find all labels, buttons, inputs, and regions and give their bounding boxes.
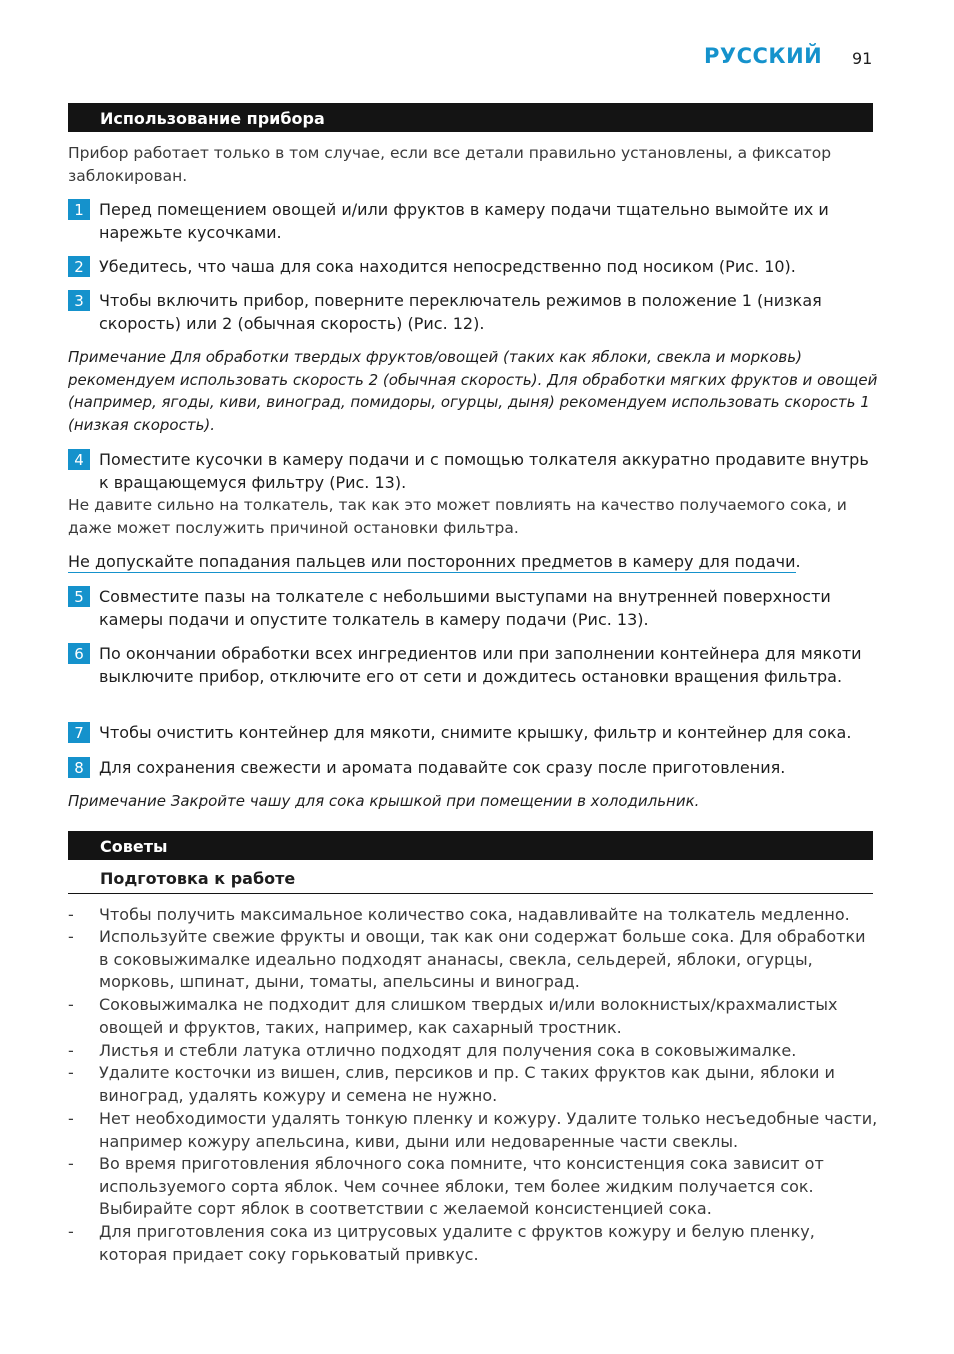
list-item-text: Во время приготовления яблочного сока помните, что консистенция сока зависит от используемого сорта яблок. Чем сочнее яблоки, тем более жидким получается сок. Выбирайте сорт яблок в соответствии с желаемой консистенцией сока.: [99, 1154, 824, 1218]
step-number: 5: [68, 586, 90, 607]
list-item-text: Удалите косточки из вишен, слив, персиков и пр. С таких фруктов как дыни, яблоки и виноград, удалять кожуру и семена не нужно.: [99, 1063, 835, 1105]
dash-marker: -: [68, 1063, 74, 1082]
list-item: [68, 1062, 878, 1107]
page-number: 91: [852, 49, 873, 68]
list-item-text: Нет необходимости удалять тонкую пленку и кожуру. Удалите только несъедобные части, например кожуру апельсина, киви, дыни или недоваренные части свеклы.: [99, 1109, 878, 1151]
step-text: Убедитесь, что чаша для сока находится непосредственно под носиком (Рис. 10).: [99, 257, 796, 276]
step-3: [68, 290, 878, 335]
note-fridge: Примечание Закройте чашу для сока крышкой при помещении в холодильник.: [68, 792, 700, 810]
dash-marker: -: [68, 1041, 74, 1060]
list-item: [68, 1040, 878, 1063]
step-text: Чтобы включить прибор, поверните переключатель режимов в положение 1 (низкая скорость) или 2 (обычная скорость) (Рис. 12).: [99, 291, 822, 333]
step-text: Совместите пазы на толкателе с небольшими выступами на внутренней поверхности камеры подачи и опустите толкатель в камеру подачи (Рис. 13).: [99, 587, 831, 629]
list-item: [68, 994, 878, 1039]
list-item: [68, 1108, 878, 1153]
list-item-text: Используйте свежие фрукты и овощи, так как они содержат больше сока. Для обработки в соковыжималке идеально подходят ананасы, свекла, сельдерей, яблоки, огурцы, морковь, шпинат, дыни, томаты, апельсины и виноград.: [99, 927, 866, 991]
step-7: [68, 722, 878, 745]
warning-text: Не допускайте попадания пальцев или посторонних предметов в камеру для подачи: [68, 552, 796, 571]
dash-marker: -: [68, 905, 74, 924]
section-title-tips: Советы: [68, 831, 873, 860]
step-4: [68, 449, 878, 494]
step-8: [68, 757, 878, 780]
step-5: [68, 586, 878, 631]
language-header: РУССКИЙ: [704, 44, 823, 68]
list-item: [68, 904, 878, 927]
note-speed: Примечание Для обработки твердых фруктов/овощей (таких как яблоки, свекла и морковь) рекомендуем использовать скорость 2 (обычная скорость). Для обработки мягких фруктов и овощей (например, ягоды, киви, виноград, помидоры, огурцы, дыня) рекомендуем использовать скорость 1 (низкая скорость).: [68, 348, 878, 434]
dash-marker: -: [68, 927, 74, 946]
list-item-text: Соковыжималка не подходит для слишком твердых и/или волокнистых/крахмалистых овощей и фруктов, таких, например, как сахарный тростник.: [99, 995, 838, 1037]
dash-marker: -: [68, 1222, 74, 1241]
step-number: 8: [68, 757, 90, 778]
step-4-caution: Не давите сильно на толкатель, так как это может повлиять на качество получаемого сока, и даже может послужить причиной остановки фильтра.: [68, 496, 847, 537]
step-number: 2: [68, 256, 90, 277]
step-number: 4: [68, 449, 90, 470]
step-text: Для сохранения свежести и аромата подавайте сок сразу после приготовления.: [99, 758, 786, 777]
list-item: [68, 926, 878, 994]
step-text: Поместите кусочки в камеру подачи и с помощью толкателя аккуратно продавите внутрь к вращающемуся фильтру (Рис. 13).: [99, 450, 869, 492]
intro-paragraph: Прибор работает только в том случае, если все детали правильно установлены, а фиксатор заблокирован.: [68, 144, 832, 185]
list-item-text: Для приготовления сока из цитрусовых удалите с фруктов кожуру и белую пленку, которая придает соку горьковатый привкус.: [99, 1222, 815, 1264]
step-2: [68, 256, 878, 279]
step-number: 3: [68, 290, 90, 311]
list-item-text: Чтобы получить максимальное количество сока, надавливайте на толкатель медленно.: [99, 905, 850, 924]
dash-marker: -: [68, 1109, 74, 1128]
section-title-usage: Использование прибора: [68, 103, 873, 132]
step-number: 1: [68, 199, 90, 220]
list-item: [68, 1221, 878, 1266]
step-text: По окончании обработки всех ингредиентов или при заполнении контейнера для мякоти выключите прибор, отключите его от сети и дождитесь остановки вращения фильтра.: [99, 644, 862, 686]
step-1: [68, 199, 878, 244]
step-6: [68, 643, 878, 688]
list-item-text: Листья и стебли латука отлично подходят для получения сока в соковыжималке.: [99, 1041, 797, 1060]
dash-marker: -: [68, 1154, 74, 1173]
list-item: [68, 1153, 878, 1221]
step-number: 7: [68, 722, 90, 743]
dash-marker: -: [68, 995, 74, 1014]
step-text: Перед помещением овощей и/или фруктов в камеру подачи тщательно вымойте их и нарежьте кусочками.: [99, 200, 829, 242]
step-number: 6: [68, 643, 90, 664]
step-text: Чтобы очистить контейнер для мякоти, снимите крышку, фильтр и контейнер для сока.: [99, 723, 852, 742]
subsection-title-preparation: Подготовка к работе: [68, 869, 873, 894]
warning-line: Не допускайте попадания пальцев или посторонних предметов в камеру для подачи.: [68, 552, 801, 571]
